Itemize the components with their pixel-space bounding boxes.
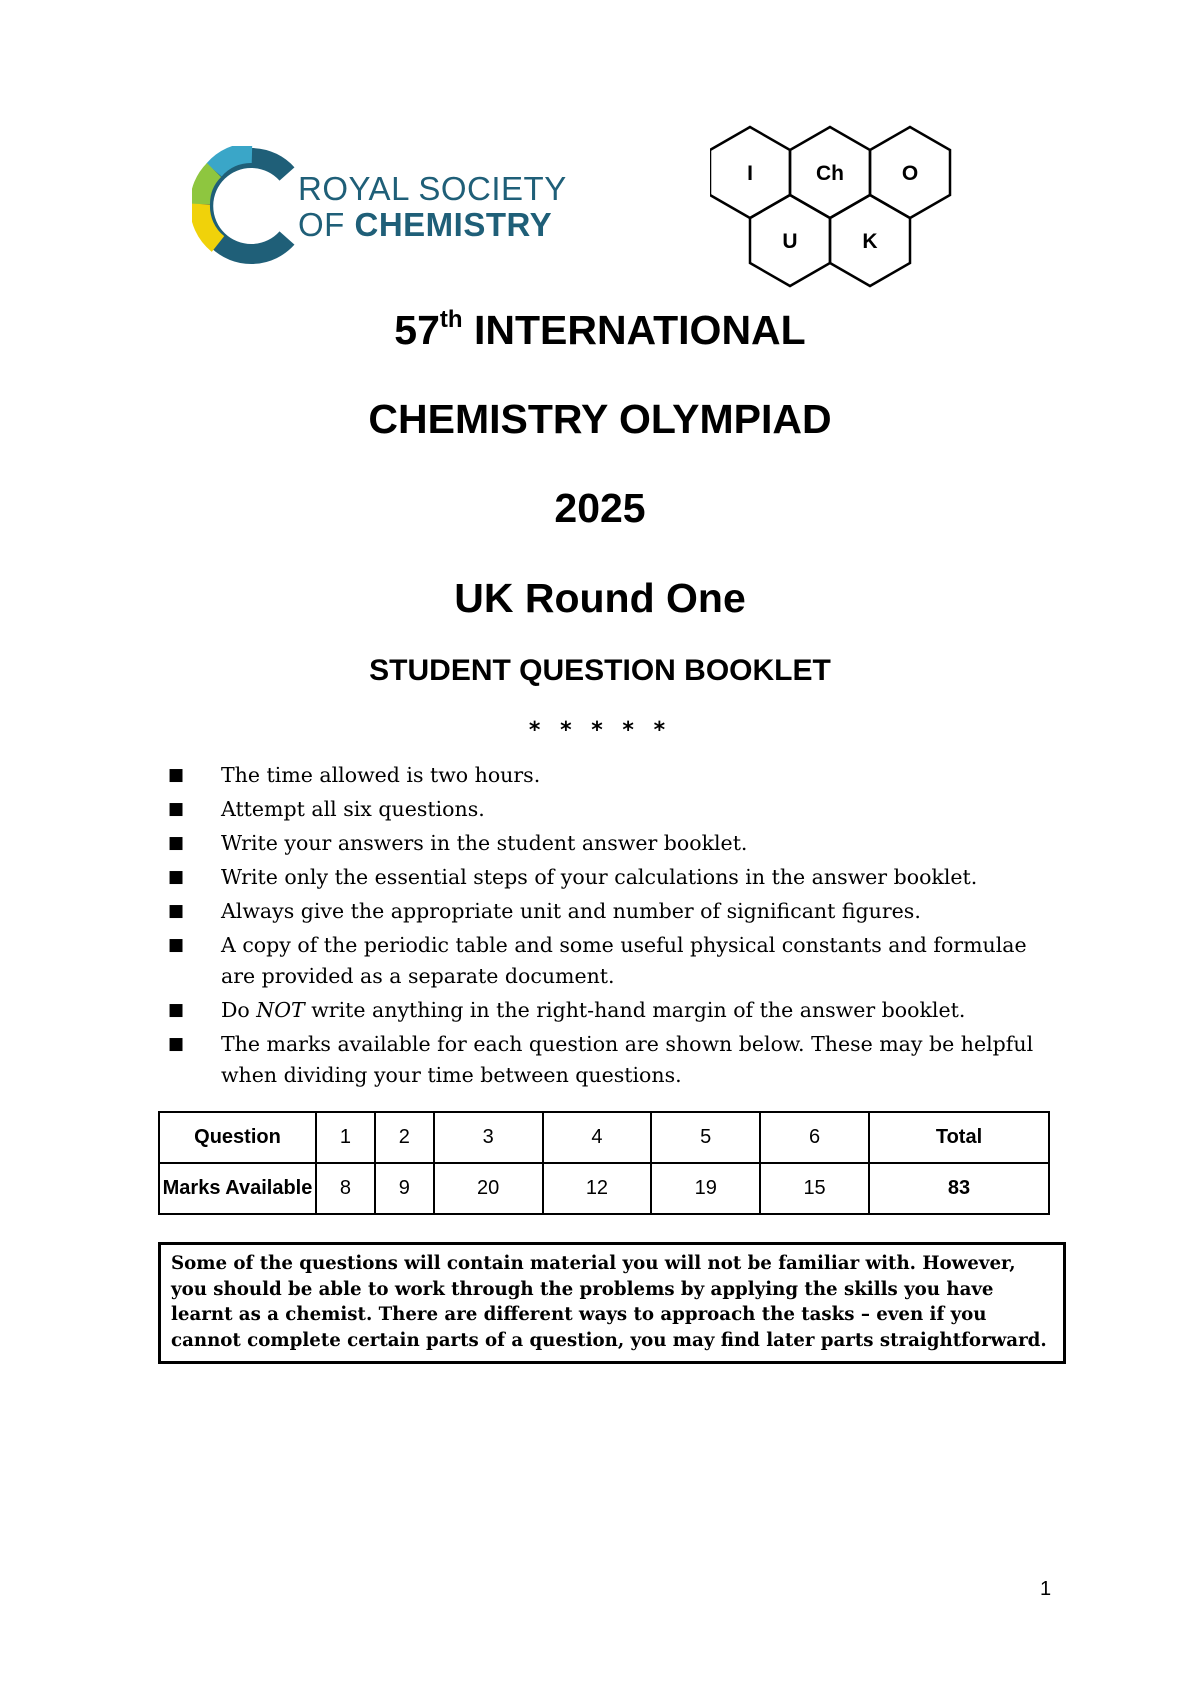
instruction-item: ■ The marks available for each question are shown below. These may be helpful when dividing your time between questions. — [168, 1029, 1048, 1091]
table-cell-marks: 8 — [316, 1163, 375, 1214]
table-header-question: Question — [159, 1112, 316, 1163]
rsc-logo — [192, 146, 592, 266]
rsc-logo-line2: OF CHEMISTRY — [298, 206, 553, 243]
table-cell-question: 3 — [434, 1112, 543, 1163]
instruction-item: ■ Write only the essential steps of your calculations in the answer booklet. — [168, 862, 1048, 893]
table-cell-question: 6 — [760, 1112, 869, 1163]
table-cell-marks: 20 — [434, 1163, 543, 1214]
bullet-square-icon: ■ — [168, 867, 185, 887]
table-cell-question: 2 — [375, 1112, 434, 1163]
stars-divider: * * * * * — [528, 718, 672, 743]
page-number: 1 — [1040, 1578, 1052, 1600]
table-cell-marks: 15 — [760, 1163, 869, 1214]
icho-cell-ch: Ch — [816, 162, 844, 185]
table-cell-marks: 12 — [543, 1163, 652, 1214]
icho-cell-i: I — [747, 162, 753, 185]
instruction-item: ■ Always give the appropriate unit and number of significant figures. — [168, 896, 1048, 927]
instructions-list — [168, 760, 1048, 1094]
table-cell-question: 5 — [651, 1112, 760, 1163]
title-year: 2025 — [554, 485, 646, 531]
instruction-item: ■ Attempt all six questions. — [168, 794, 1048, 825]
rsc-c-mark-icon — [192, 146, 302, 266]
instruction-item: ■ Do NOT write anything in the right-hand margin of the answer booklet. — [168, 995, 1048, 1026]
table-header-marks: Marks Available — [159, 1163, 316, 1214]
table-header-total: Total — [869, 1112, 1049, 1163]
marks-table — [158, 1111, 1050, 1215]
instruction-item: ■ The time allowed is two hours. — [168, 760, 1048, 791]
table-cell-marks: 19 — [651, 1163, 760, 1214]
note-box: Some of the questions will contain material you will not be familiar with. However, you should be able to work through the problems by applying the skills you have learnt as a chemist. There are different ways to approach the tasks – even if you cannot complete certain parts of a question, you may find later parts straightforward. — [158, 1242, 1066, 1364]
table-cell-question: 4 — [543, 1112, 652, 1163]
bullet-square-icon: ■ — [168, 1000, 185, 1020]
bullet-square-icon: ■ — [168, 901, 185, 921]
icho-cell-o: O — [901, 162, 919, 185]
title-line-2: CHEMISTRY OLYMPIAD — [368, 396, 832, 442]
table-row — [159, 1163, 1049, 1214]
bullet-square-icon: ■ — [168, 833, 185, 853]
rsc-logo-line1: ROYAL SOCIETY — [298, 170, 567, 207]
instruction-item: ■ A copy of the periodic table and some useful physical constants and formulae are provided as a separate document. — [168, 930, 1048, 992]
table-row — [159, 1112, 1049, 1163]
table-cell-marks: 9 — [375, 1163, 434, 1214]
title-line-1: 57th INTERNATIONAL — [394, 306, 806, 353]
bullet-square-icon: ■ — [168, 765, 185, 785]
table-cell-total: 83 — [869, 1163, 1049, 1214]
table-cell-question: 1 — [316, 1112, 375, 1163]
icho-cell-k: K — [862, 230, 878, 253]
icho-uk-hexagon-logo — [710, 125, 955, 290]
bullet-square-icon: ■ — [168, 1034, 185, 1054]
icho-cell-u: U — [782, 230, 798, 253]
bullet-square-icon: ■ — [168, 799, 185, 819]
title-booklet: STUDENT QUESTION BOOKLET — [369, 654, 831, 687]
instruction-item: ■ Write your answers in the student answer booklet. — [168, 828, 1048, 859]
title-round: UK Round One — [454, 575, 746, 621]
bullet-square-icon: ■ — [168, 935, 185, 955]
